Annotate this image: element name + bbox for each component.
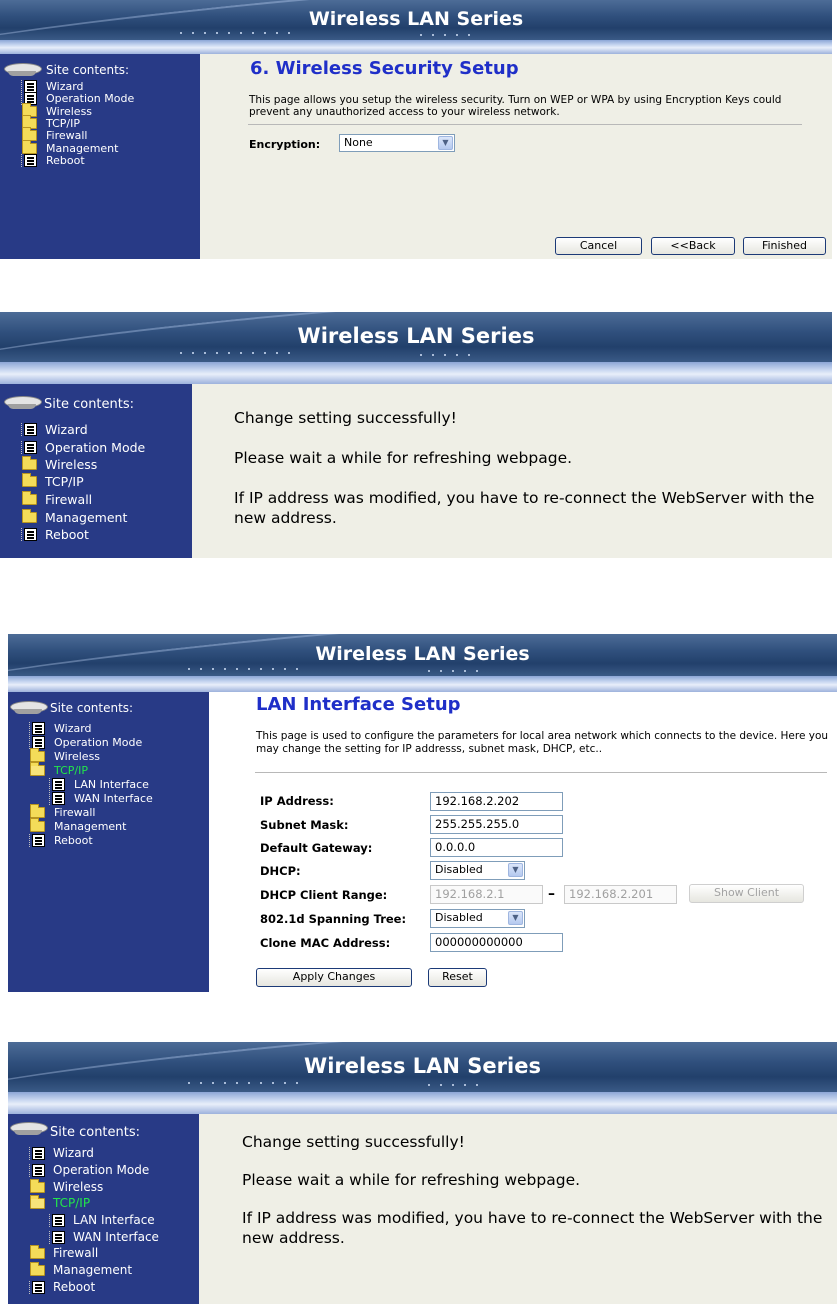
folder-icon <box>30 1182 45 1193</box>
dhcp-label: DHCP: <box>260 864 301 878</box>
sidebar-item-firewall[interactable]: Firewall <box>30 806 95 819</box>
sidebar-item-reboot[interactable]: Reboot <box>32 834 93 847</box>
banner-stripe <box>0 40 832 54</box>
clone-mac-label: Clone MAC Address: <box>260 936 391 950</box>
banner-stripe <box>0 362 832 384</box>
sidebar-item-wireless[interactable]: Wireless <box>22 105 92 118</box>
sidebar-heading: Site contents: <box>10 697 133 715</box>
cancel-button[interactable]: Cancel <box>555 237 642 255</box>
chevron-down-icon: ▼ <box>438 136 453 150</box>
subnet-mask-input[interactable]: 255.255.255.0 <box>430 815 563 834</box>
sidebar-item-operation-mode[interactable]: Operation Mode <box>24 92 134 105</box>
document-icon <box>52 792 65 805</box>
document-icon <box>24 441 37 454</box>
document-icon <box>24 423 37 436</box>
reconnect-message: If IP address was modified, you have to re-connect the WebServer with the new address. <box>234 489 815 527</box>
main-content <box>200 54 832 259</box>
banner-title: Wireless LAN Series <box>304 1054 541 1078</box>
sidebar-item-wireless[interactable]: Wireless <box>30 750 100 763</box>
subnet-mask-label: Subnet Mask: <box>260 818 349 832</box>
banner-title: Wireless LAN Series <box>308 8 524 30</box>
lan-setup-panel <box>8 634 837 992</box>
document-icon <box>24 528 37 541</box>
sidebar-item-management[interactable]: Management <box>22 510 127 525</box>
dhcp-select[interactable] <box>430 861 525 880</box>
reconnect-message: If IP address was modified, you have to re-connect the WebServer with the new address. <box>242 1209 823 1247</box>
sidebar-item-wizard[interactable]: Wizard <box>32 722 92 735</box>
sidebar-item-wan-interface[interactable]: WAN Interface <box>52 792 153 805</box>
chevron-down-icon: ▼ <box>508 911 523 925</box>
sidebar-item-lan-interface[interactable]: LAN Interface <box>52 1213 155 1227</box>
success-message: Change setting successfully! <box>242 1133 465 1151</box>
dhcp-client-range-label: DHCP Client Range: <box>260 888 388 902</box>
sidebar-item-wizard[interactable]: Wizard <box>24 80 84 93</box>
divider <box>248 124 802 125</box>
banner-stripe <box>8 1092 837 1114</box>
banner <box>8 1042 837 1092</box>
banner-title: Wireless LAN Series <box>297 324 535 348</box>
dhcp-range-start-input[interactable]: 192.168.2.1 <box>430 885 543 904</box>
open-folder-icon <box>30 1198 45 1209</box>
default-gateway-label: Default Gateway: <box>260 841 373 855</box>
sidebar-item-operation-mode[interactable]: Operation Mode <box>24 440 145 455</box>
dhcp-range-end-input[interactable]: 192.168.2.201 <box>564 885 677 904</box>
chevron-down-icon: ▼ <box>508 863 523 877</box>
default-gateway-input[interactable]: 0.0.0.0 <box>430 838 563 857</box>
sidebar-item-operation-mode[interactable]: Operation Mode <box>32 736 142 749</box>
dhcp-value: Disabled <box>435 863 483 876</box>
sidebar <box>8 692 209 992</box>
sidebar <box>0 54 200 259</box>
ip-address-input[interactable]: 192.168.2.202 <box>430 792 563 811</box>
main-content <box>199 1114 837 1304</box>
clone-mac-input[interactable]: 000000000000 <box>430 933 563 952</box>
open-folder-icon <box>30 765 45 776</box>
folder-icon <box>22 143 37 154</box>
sidebar-item-wireless[interactable]: Wireless <box>30 1180 103 1194</box>
spanning-tree-label: 802.1d Spanning Tree: <box>260 912 407 926</box>
spanning-tree-value: Disabled <box>435 911 483 924</box>
encryption-label: Encryption: <box>249 138 321 151</box>
folder-icon <box>30 1248 45 1259</box>
sidebar-item-management[interactable]: Management <box>30 1263 132 1277</box>
wait-message: Please wait a while for refreshing webpage. <box>234 449 573 467</box>
encryption-select[interactable] <box>339 134 455 152</box>
wait-message: Please wait a while for refreshing webpage. <box>242 1171 581 1189</box>
folder-icon <box>30 821 45 832</box>
page-title: 6. Wireless Security Setup <box>250 58 519 79</box>
banner <box>0 312 832 362</box>
success-message: Change setting successfully! <box>234 409 457 427</box>
folder-icon <box>30 1265 45 1276</box>
sidebar-item-operation-mode[interactable]: Operation Mode <box>32 1163 149 1177</box>
sidebar-item-wan-interface[interactable]: WAN Interface <box>52 1230 159 1244</box>
sidebar <box>0 384 192 558</box>
page-description: This page allows you setup the wireless security. Turn on WEP or WPA by using Encryption Keys could prevent any unauthorized access to your wireless network. <box>249 94 782 118</box>
document-icon <box>24 154 37 167</box>
folder-icon <box>22 512 37 523</box>
document-icon <box>32 722 45 735</box>
sidebar-item-management[interactable]: Management <box>22 142 118 155</box>
document-icon <box>32 834 45 847</box>
success-panel-1 <box>0 312 832 558</box>
sidebar <box>8 1114 199 1304</box>
sidebar-item-wizard[interactable]: Wizard <box>24 422 88 437</box>
sidebar-item-reboot[interactable]: Reboot <box>24 527 89 542</box>
sidebar-heading: Site contents: <box>4 59 129 77</box>
finished-button[interactable]: Finished <box>743 237 826 255</box>
page-title: LAN Interface Setup <box>256 694 461 715</box>
sidebar-item-tcpip[interactable]: TCP/IP <box>30 1196 90 1210</box>
banner <box>0 0 832 40</box>
apply-changes-button[interactable]: Apply Changes <box>256 968 412 987</box>
banner-stripe <box>8 676 837 692</box>
sidebar-heading: Site contents: <box>4 392 134 412</box>
banner-title: Wireless LAN Series <box>315 643 530 665</box>
divider <box>255 772 827 773</box>
disk-icon <box>10 697 50 715</box>
encryption-value: None <box>344 136 373 149</box>
sidebar-item-tcpip[interactable]: TCP/IP <box>22 474 84 489</box>
banner <box>8 634 837 676</box>
security-setup-panel <box>0 0 832 259</box>
sidebar-heading: Site contents: <box>10 1118 140 1140</box>
sidebar-item-reboot[interactable]: Reboot <box>32 1280 95 1294</box>
folder-icon <box>22 459 37 470</box>
folder-icon <box>30 807 45 818</box>
document-icon <box>32 1281 45 1294</box>
sidebar-item-reboot[interactable]: Reboot <box>24 154 85 167</box>
sidebar-item-tcpip[interactable]: TCP/IP <box>30 764 88 777</box>
main-content <box>192 384 832 558</box>
document-icon <box>52 778 65 791</box>
back-button[interactable]: <<Back <box>651 237 735 255</box>
document-icon <box>52 1231 65 1244</box>
folder-icon <box>22 494 37 505</box>
success-panel-2 <box>8 1042 837 1304</box>
show-client-button[interactable]: Show Client <box>689 884 804 903</box>
document-icon <box>32 1147 45 1160</box>
folder-icon <box>22 476 37 487</box>
sidebar-item-management[interactable]: Management <box>30 820 126 833</box>
folder-icon <box>30 751 45 762</box>
sidebar-item-wizard[interactable]: Wizard <box>32 1146 94 1160</box>
ip-address-label: IP Address: <box>260 794 334 808</box>
disk-icon <box>4 59 44 77</box>
page-description: This page is used to configure the parameters for local area network which connects to the device. Here you may change the setting for IP addresss, subnet mask, DHCP, etc.. <box>256 730 829 755</box>
disk-icon <box>10 1118 50 1140</box>
spanning-tree-select[interactable] <box>430 909 525 928</box>
sidebar-item-tcpip[interactable]: TCP/IP <box>22 117 80 130</box>
sidebar-item-wireless[interactable]: Wireless <box>22 457 97 472</box>
reset-button[interactable]: Reset <box>428 968 487 987</box>
sidebar-item-lan-interface[interactable]: LAN Interface <box>52 778 149 791</box>
range-separator: – <box>548 886 555 902</box>
document-icon <box>32 1164 45 1177</box>
sidebar-item-firewall[interactable]: Firewall <box>30 1246 98 1260</box>
sidebar-item-firewall[interactable]: Firewall <box>22 129 87 142</box>
sidebar-item-firewall[interactable]: Firewall <box>22 492 92 507</box>
disk-icon <box>4 392 44 412</box>
main-content <box>209 692 837 992</box>
document-icon <box>52 1214 65 1227</box>
